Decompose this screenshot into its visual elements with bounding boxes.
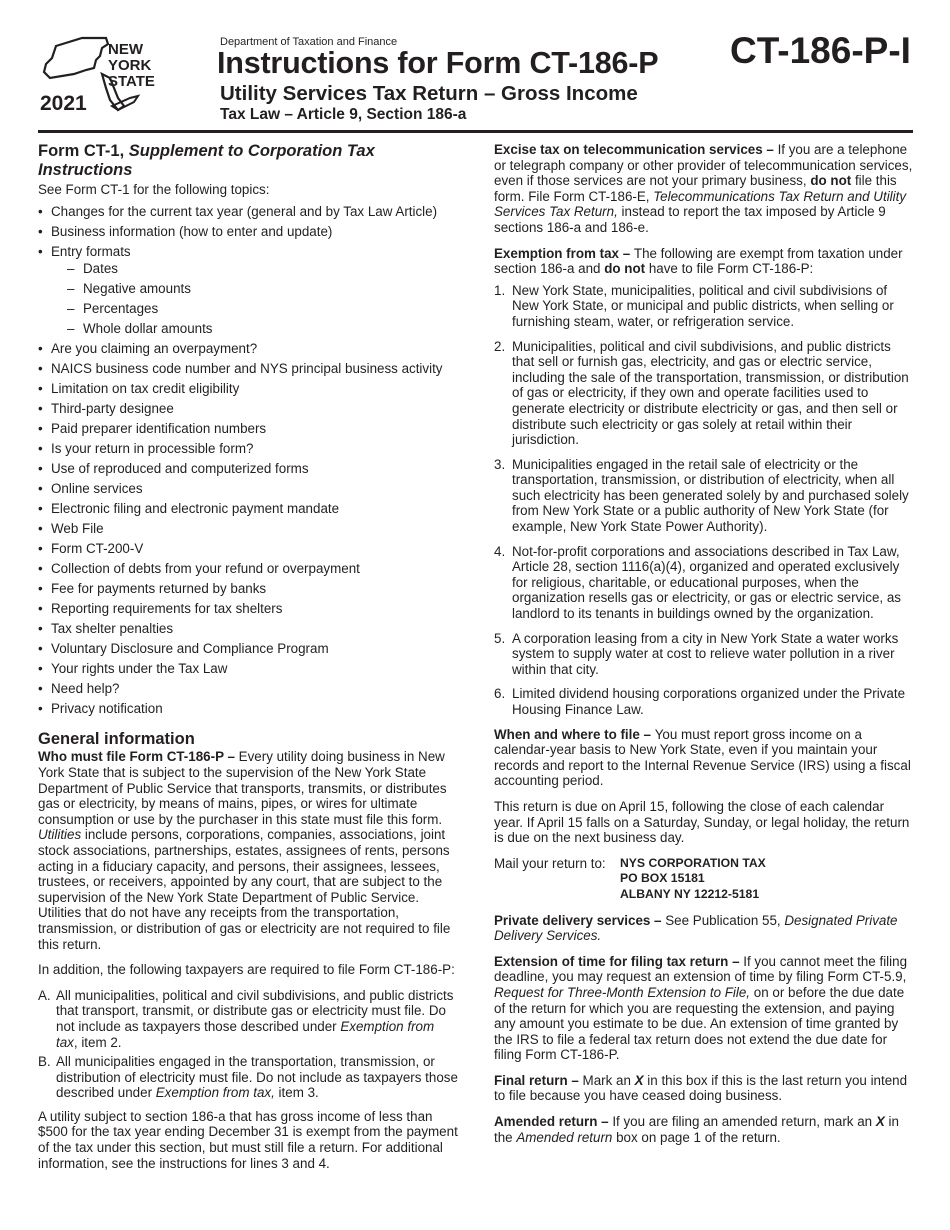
exemption-item: 6. Limited dividend housing corporations organized under the Private Housing Finance Law.	[494, 686, 906, 717]
list-item: • Reporting requirements for tax shelters	[38, 601, 458, 617]
excise-tax-paragraph: Excise tax on telecommunication services – If you are a telephone or telegraph company or other provider of telecommunication services, even if those services are not your primary business, do not file this form. File Form CT-186-E, Telecommunications Tax Return and Utility Services Tax Return, instead to report the tax imposed by Article 9 sections 186-a and 186-e.	[494, 142, 913, 235]
exemption-list	[494, 283, 914, 718]
when-where-paragraph: When and where to file – You must report gross income on a calendar-year basis to New York State, even if you maintain your records and report to the Internal Revenue Service (IRS) using a fiscal accounting period.	[494, 726, 911, 789]
list-item: • Need help?	[38, 681, 458, 697]
list-item: • Entry formats – Dates – Negative amounts – Percentages – Whole dollar amounts	[38, 244, 458, 337]
list-item: • Electronic filing and electronic payment mandate	[38, 501, 458, 517]
list-item: • Business information (how to enter and update)	[38, 224, 458, 240]
logo-text-state: STATE	[108, 73, 155, 90]
required-taxpayers-list	[38, 988, 458, 1101]
page-title: Instructions for Form CT-186-P	[217, 46, 659, 80]
list-item: A. All municipalities, political and civil subdivisions, and public districts that transport, transmit, or distribute gas or electricity must file. Do not include as taxpayers those described under Exemption from tax, item 2.	[38, 987, 454, 1050]
entry-formats-list	[51, 261, 458, 337]
addition-paragraph: In addition, the following taxpayers are required to file Form CT-186-P:	[38, 962, 455, 978]
list-item: • Paid preparer identification numbers	[38, 421, 458, 437]
left-column	[38, 142, 458, 1181]
list-item: • Collection of debts from your refund or overpayment	[38, 561, 458, 577]
logo-text-york: YORK	[108, 57, 152, 74]
private-delivery-paragraph: Private delivery services – See Publication 55, Designated Private Delivery Services.	[494, 912, 898, 944]
list-item: • Is your return in processible form?	[38, 441, 458, 457]
list-item: • Use of reproduced and computerized forms	[38, 461, 458, 477]
list-item: • Are you claiming an overpayment?	[38, 341, 458, 357]
exemption-item: 2. Municipalities, political and civil subdivisions, and public districts that sell or furnish gas, electricity, and gas or electric service, including the sale of the transportation, transmission, or distribution of gas or electricity, if they own and operate facilities used to generate electricity or distribute electricity or gas, and then sell or distribute such electricity or gas solely at retail within their jurisdiction.	[494, 338, 909, 448]
logo-text-new: NEW	[108, 41, 143, 58]
list-item: • Voluntary Disclosure and Compliance Program	[38, 641, 458, 657]
page-header	[0, 0, 950, 132]
list-item: – Percentages	[51, 301, 458, 317]
exemption-paragraph: Exemption from tax – The following are exempt from taxation under section 186-a and do not have to file Form CT-186-P:	[494, 245, 903, 277]
mailing-address-block	[494, 856, 914, 903]
final-return-paragraph: Final return – Mark an X in this box if this is the last return you intend to file because you have ceased doing business.	[494, 1072, 908, 1104]
list-item: – Negative amounts	[51, 281, 458, 297]
list-item: • NAICS business code number and NYS principal business activity	[38, 361, 458, 377]
list-item: • Limitation on tax credit eligibility	[38, 381, 458, 397]
small-utility-paragraph: A utility subject to section 186-a that has gross income of less than $500 for the tax year ending December 31 is exempt from the payment of the tax under this section, but must still file a return. For additional information, see the instructions for lines 3 and 4.	[38, 1108, 458, 1171]
list-item: • Changes for the current tax year (general and by Tax Law Article)	[38, 204, 458, 220]
who-must-file-paragraph: Who must file Form CT-186-P – Every utility doing business in New York State that is subject to the supervision of the New York State Department of Public Service that transports, transmits, or distributes gas or electricity, by means of mains, pipes, or wires for ultimate consumption or use by the purchaser in this state must file this form. Utilities include persons, corporations, companies, associations, joint stock associations, partnerships, estates, assignees of rents, persons acting in a fiduciary capacity, and persons, their assignees, lessees, trustees, or receivers, appointed by any court, that are subject to the supervision of the New York State Department of Public Service. Utilities that do not have any receipts from the transportation, transmission, or distribution of gas or electricity are not required to file this return.	[38, 749, 451, 952]
tax-law-reference: Tax Law – Article 9, Section 186-a	[220, 106, 467, 123]
header-divider	[38, 130, 913, 133]
list-item: • Form CT-200-V	[38, 541, 458, 557]
mail-label: Mail your return to:	[494, 855, 606, 871]
form-id: CT-186-P-I	[730, 30, 911, 71]
ct1-topic-list-continued	[38, 341, 458, 716]
general-information-heading: General information	[38, 730, 195, 749]
ct1-topic-list	[38, 204, 458, 337]
exemption-item: 5. A corporation leasing from a city in New York State a water works system to supply water at cost to relieve water pollution in a river within that city.	[494, 630, 899, 677]
page-subtitle: Utility Services Tax Return – Gross Income	[220, 82, 638, 105]
list-item: B. All municipalities engaged in the transportation, transmission, or distribution of electricity must file. Do not include as taxpayers those described under Exemption from tax, item 3.	[38, 1054, 458, 1101]
list-item: – Dates	[51, 261, 458, 277]
list-item: • Web File	[38, 521, 458, 537]
list-item: • Online services	[38, 481, 458, 497]
mail-address: NYS CORPORATION TAX PO BOX 15181 ALBANY NY 12212-5181	[620, 855, 766, 901]
form-year: 2021	[40, 92, 87, 114]
exemption-item: 3. Municipalities engaged in the retail sale of electricity or the transportation, transmission, or distribution of electricity, when all such electricity has been generated solely by and purchased solely from New York State or a public authority of New York State (for example, New York State Power Authority).	[494, 456, 909, 535]
list-item: • Privacy notification	[38, 701, 458, 717]
department-name: Department of Taxation and Finance	[220, 36, 398, 48]
list-item: • Fee for payments returned by banks	[38, 581, 458, 597]
new-york-state-logo	[38, 34, 168, 114]
list-item: • Third-party designee	[38, 401, 458, 417]
list-item: • Tax shelter penalties	[38, 621, 458, 637]
exemption-item: 4. Not-for-profit corporations and associations described in Tax Law, Article 28, section 1116(a)(4), organized and operated exclusively for religious, charitable, or educational purposes, when the organization resells gas or electricity, or gas or electric service, as landlord to its tenants in buildings owned by the organization.	[494, 543, 901, 622]
right-column	[494, 142, 914, 1155]
amended-return-paragraph: Amended return – If you are filing an amended return, mark an X in the Amended return box on page 1 of the return.	[494, 1114, 899, 1145]
list-item: • Your rights under the Tax Law	[38, 661, 458, 677]
exemption-item: 1. New York State, municipalities, political and civil subdivisions of New York State, or municipal and public districts, when selling or furnishing steam, water, or refrigeration service.	[494, 282, 894, 329]
ct1-intro: See Form CT-1 for the following topics:	[38, 182, 270, 197]
extension-paragraph: Extension of time for filing tax return – If you cannot meet the filing deadline, you may request an extension of time by filing Form CT-5.9, Request for Three-Month Extension to File, on or before the due date of the return for which you are requesting the extension, and paying any amount you estimate to be due. An extension of time granted by the IRS to file a federal tax return does not extend the due date for filing Form CT-186-P.	[494, 953, 908, 1063]
due-date-paragraph: This return is due on April 15, following the close of each calendar year. If April 15 falls on a Saturday, Sunday, or legal holiday, the return is due on the next business day.	[494, 798, 910, 846]
list-item: – Whole dollar amounts	[51, 321, 458, 337]
ct1-heading: Form CT-1, Supplement to Corporation Tax Instructions	[38, 142, 375, 179]
